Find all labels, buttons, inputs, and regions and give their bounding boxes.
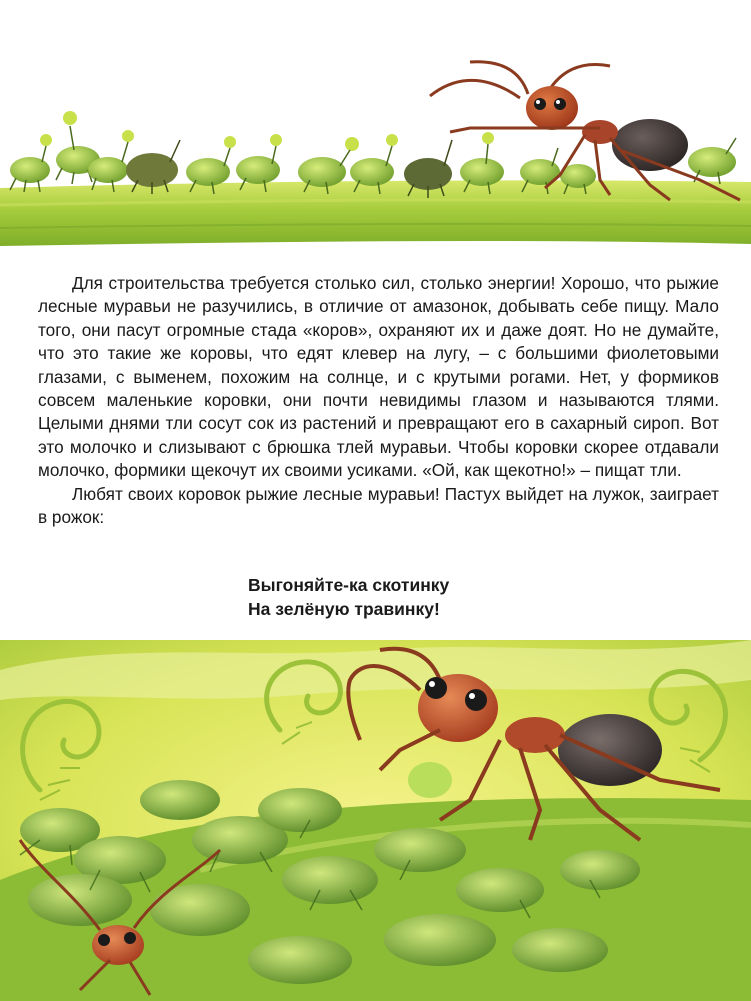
poem bbox=[248, 573, 648, 621]
poem-line: На зелёную травинку! bbox=[248, 599, 440, 619]
paragraph: Любят своих коровок рыжие лесные муравьи! Пастух выйдет на лужок, заиграет в рожок: bbox=[38, 483, 719, 528]
top-illustration bbox=[0, 0, 751, 262]
story-text bbox=[38, 272, 719, 529]
grass-stem bbox=[0, 180, 751, 246]
poem-line: Выгоняйте-ка скотинку bbox=[248, 575, 450, 595]
paragraph: Для строительства требуется столько сил, столько энергии! Хорошо, что рыжие лесные муравьи не разучились, в отличие от амазонок, добывать себе пищу. Мало того, они пасут огромные стада «коров», охраняют их и даже доят. Но не думайте, что это такие же коровы, что едят клевер на лугу, – с большими фиолетовыми глазами, с выменем, похожим на солнце, и с крутыми рогами. Нет, у формиков совсем маленькие коровки, они почти невидимы глазом и называются тлями. Целыми днями тли сосут сок из растений и превращают его в сахарный сироп. Вот это молочко и слизывают с брюшка тлей муравьи. Чтобы коровки скорее отдавали молочко, формики щекочут их своими усиками. «Ой, как щекотно!» – пищат тли. bbox=[38, 273, 719, 481]
bottom-illustration bbox=[0, 640, 751, 1001]
